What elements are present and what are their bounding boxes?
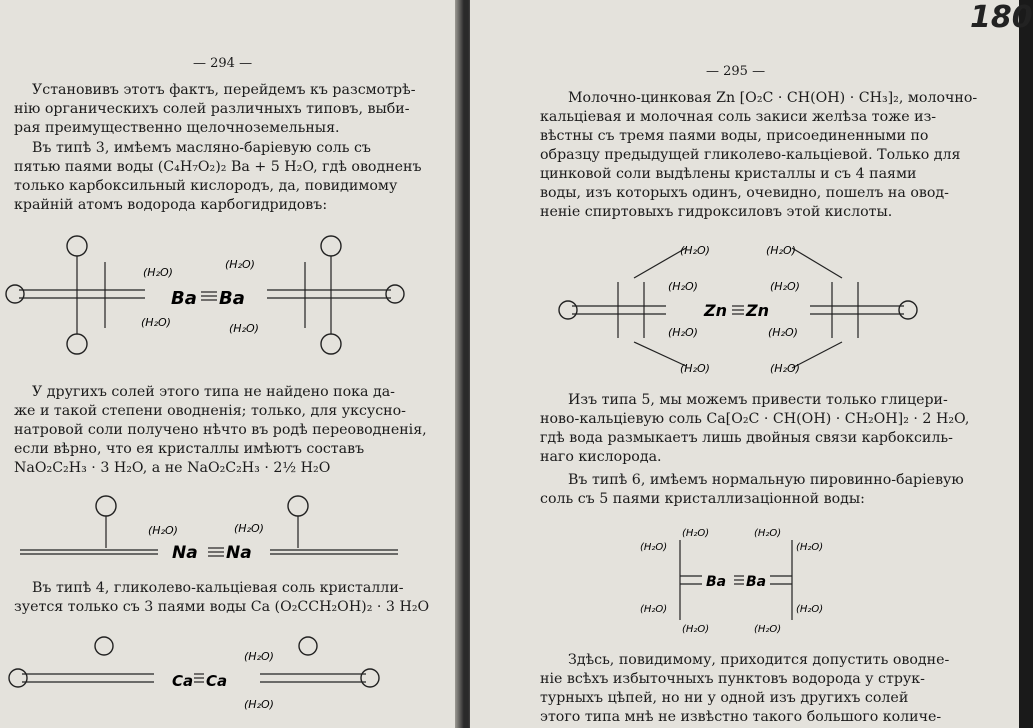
water-label: (H₂O) — [770, 280, 800, 293]
water-label: (H₂O) — [754, 624, 782, 635]
water-label: (H₂O) — [682, 528, 710, 539]
text-line: нію органическихъ солей различныхъ типовъ, выби- — [14, 101, 410, 117]
page-number: — 295 — — [706, 64, 766, 79]
water-label: (H₂O) — [141, 316, 171, 329]
metal-label: Na — [172, 543, 198, 563]
water-label: (H₂O) — [770, 362, 800, 375]
text-line: кальціевая и молочная соль закиси желѣза тоже из- — [540, 109, 937, 125]
metal-label: Ca — [172, 672, 194, 690]
text-line: вѣстны съ тремя паями воды, присоединенными по — [540, 128, 929, 144]
water-label: (H₂O) — [668, 280, 698, 293]
text-line: этого типа мнѣ не извѣстно такого большого количе- — [540, 709, 942, 725]
text-line: соль съ 5 паями кристаллизаціонной воды: — [540, 491, 865, 507]
text-line: турныхъ цѣпей, но ни у одной изъ другихъ солей — [540, 690, 909, 706]
right-page — [470, 0, 1019, 728]
text-line: Установивъ этотъ фактъ, перейдемъ къ разсмотрѣ- — [32, 82, 416, 98]
water-label: (H₂O) — [234, 522, 264, 535]
water-label: (H₂O) — [244, 650, 274, 663]
metal-label: Ba — [706, 574, 727, 590]
text-line: У другихъ солей этого типа не найдено пока да- — [32, 384, 395, 400]
metal-label: Ba — [171, 288, 197, 309]
text-line: рая преимущественно щелочноземельныя. — [14, 120, 340, 136]
metal-label: Na — [226, 543, 252, 563]
text-line: крайній атомъ водорода карбогидридовъ: — [14, 197, 328, 213]
text-line: пятью паями воды (C₄H₇O₂)₂ Ba + 5 H₂O, гдѣ оводненъ — [14, 159, 422, 175]
text-line: Здѣсь, повидимому, приходится допустить оводне- — [568, 652, 950, 668]
text-line: Въ типѣ 3, имѣемъ масляно-баріевую соль съ — [32, 140, 371, 156]
water-label: (H₂O) — [225, 258, 255, 271]
structural-formula-acetate — [12, 492, 402, 572]
water-label: (H₂O) — [640, 542, 668, 553]
water-label: (H₂O) — [148, 524, 178, 537]
text-line: NaO₂C₂H₃ · 3 H₂O, а не NaO₂C₂H₃ · 2½ H₂O — [14, 460, 331, 476]
water-label: (H₂O) — [796, 604, 824, 615]
water-label: (H₂O) — [796, 542, 824, 553]
text-line: натровой соли получено нѣчто въ родѣ переоводненія, — [14, 422, 427, 438]
water-label: (H₂O) — [229, 322, 259, 335]
structural-formula-lactate — [556, 238, 936, 376]
text-line: ніе всѣхъ избыточныхъ пунктовъ водорода у струк- — [540, 671, 925, 687]
text-line: воды, изъ которыхъ одинъ, очевидно, пошелъ на овод- — [540, 185, 949, 201]
text-line: образцу предыдущей гликолево-кальціевой. Только для — [540, 147, 961, 163]
text-line: же и такой степени оводненія; только, для уксусно- — [14, 403, 406, 419]
metal-label: Zn — [704, 301, 727, 320]
metal-label: Ba — [746, 574, 767, 590]
metal-label: Ca — [206, 672, 228, 690]
text-line: только карбоксильный кислородъ, да, повидимому — [14, 178, 398, 194]
structural-formula-butyrate — [5, 232, 405, 370]
structural-formula-glycolate — [8, 632, 398, 728]
water-label: (H₂O) — [640, 604, 668, 615]
text-line: неніе спиртовыхъ гидроксиловъ этой кислоты. — [540, 204, 893, 220]
water-label: (H₂O) — [143, 266, 173, 279]
text-line: наго кислорода. — [540, 449, 662, 465]
text-line: цинковой соли выдѣлены кристаллы и съ 4 паями — [540, 166, 917, 182]
water-label: (H₂O) — [668, 326, 698, 339]
text-line: Молочно-цинковая Zn [O₂C · CH(OH) · CH₃]₂, молочно- — [568, 90, 978, 106]
text-line: Въ типѣ 6, имѣемъ нормальную пировинно-баріевую — [568, 472, 964, 488]
water-label: (H₂O) — [680, 244, 710, 257]
water-label: (H₂O) — [244, 698, 274, 711]
structural-formula-pyruvate — [636, 520, 836, 640]
water-label: (H₂O) — [754, 528, 782, 539]
water-label: (H₂O) — [766, 244, 796, 257]
text-line: гдѣ вода размыкаетъ лишь двойныя связи карбоксиль- — [540, 430, 953, 446]
text-line: если вѣрно, что ея кристаллы имѣютъ составъ — [14, 441, 365, 457]
page-number: — 294 — — [193, 56, 253, 71]
water-label: (H₂O) — [680, 362, 710, 375]
metal-label: Ba — [219, 288, 245, 309]
water-label: (H₂O) — [682, 624, 710, 635]
left-page — [0, 0, 463, 728]
text-line: зуется только съ 3 паями воды Ca (O₂CCH₂OH)₂ · 3 H₂O — [14, 599, 430, 615]
text-line: Въ типѣ 4, гликолево-кальціевая соль кристалли- — [32, 580, 404, 596]
handwritten-page-number: 180 — [970, 0, 1033, 35]
text-line: ново-кальціевую соль Ca[O₂C · CH(OH) · CH₂OH]₂ · 2 H₂O, — [540, 411, 970, 427]
water-label: (H₂O) — [768, 326, 798, 339]
text-line: Изъ типа 5, мы можемъ привести только глицери- — [568, 392, 948, 408]
metal-label: Zn — [746, 301, 769, 320]
